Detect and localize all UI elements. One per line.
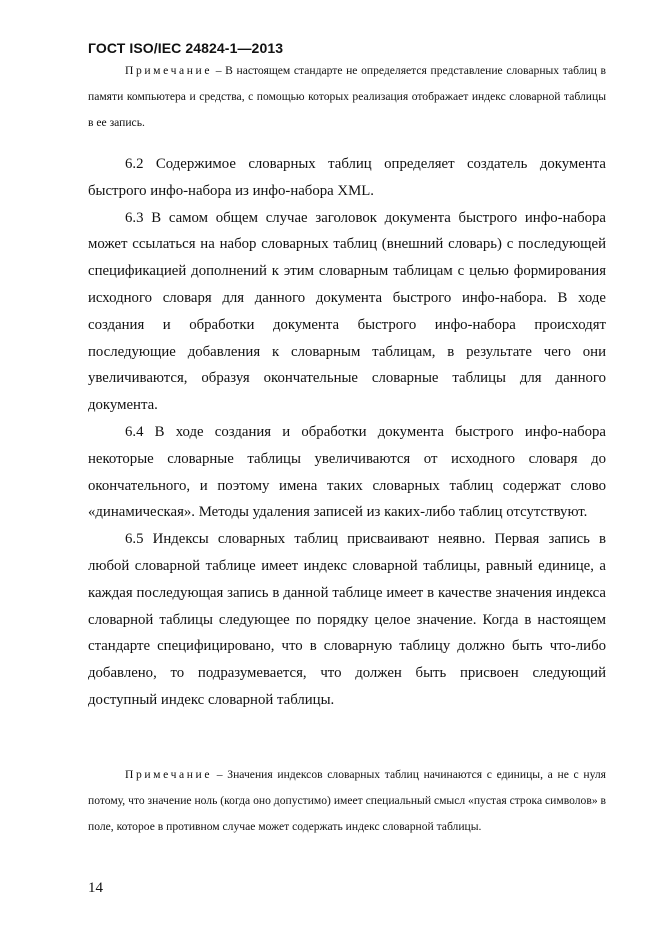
paragraph-6-5: 6.5 Индексы словарных таблиц присваивают неявно. Первая запись в любой словарной таблице имеет индекс словарной таблицы, равный единице, а каждая последующая запись в данной таблице имеет в качестве значения индекса словарной таблицы следующее по порядку целое значение. Когда в настоящем стандарте специфицировано, что в словарную таблицу должно быть что-либо добавлено, то подразумевается, что должен быть присвоен следующий доступный индекс словарной таблицы. xyxy=(88,531,606,708)
note-2 xyxy=(88,762,606,840)
paragraph-6-2: 6.2 Содержимое словарных таблиц определяет создатель документа быстрого инфо-набора из инфо-набора XML. xyxy=(88,156,606,199)
paragraph-6-3: 6.3 В самом общем случае заголовок документа быстрого инфо-набора может ссылаться на набор словарных таблиц (внешний словарь) с последующей спецификацией дополнений к этим словарным таблицам с целью формирования исходного словаря для данного документа быстрого инфо-набора. В ходе создания и обработки документа быстрого инфо-набора происходят последующие добавления к словарным таблицам, в результате чего они увеличиваются, образуя окончательные словарные таблицы для данного документа. xyxy=(88,209,606,414)
note-2-label: Примечание xyxy=(125,768,213,781)
note-1 xyxy=(88,58,606,136)
page-number: 14 xyxy=(88,880,103,896)
note-1-text: – В настоящем стандарте не определяется представление словарных таблиц в памяти компьютера и средства, с помощью которых реализация отображает индекс словарной таблицы в ее запись. xyxy=(88,64,606,129)
document-header: ГОСТ ISO/IEC 24824-1—2013 xyxy=(88,40,284,56)
paragraph-6-4: 6.4 В ходе создания и обработки документа быстрого инфо-набора некоторые словарные таблицы увеличиваются от исходного словаря до окончательного, и поэтому имена таких словарных таблиц содержат слово «динамическая». Методы удаления записей из каких-либо таблиц отсутствуют. xyxy=(88,423,606,521)
note-1-label: Примечание xyxy=(125,64,213,77)
main-text xyxy=(88,151,606,714)
note-2-text: – Значения индексов словарных таблиц начинаются с единицы, а не с нуля потому, что значение ноль (когда оно допустимо) имеет специальный смысл «пустая строка символов» в поле, которое в противном случае может содержать индекс словарной таблицы. xyxy=(88,768,606,833)
